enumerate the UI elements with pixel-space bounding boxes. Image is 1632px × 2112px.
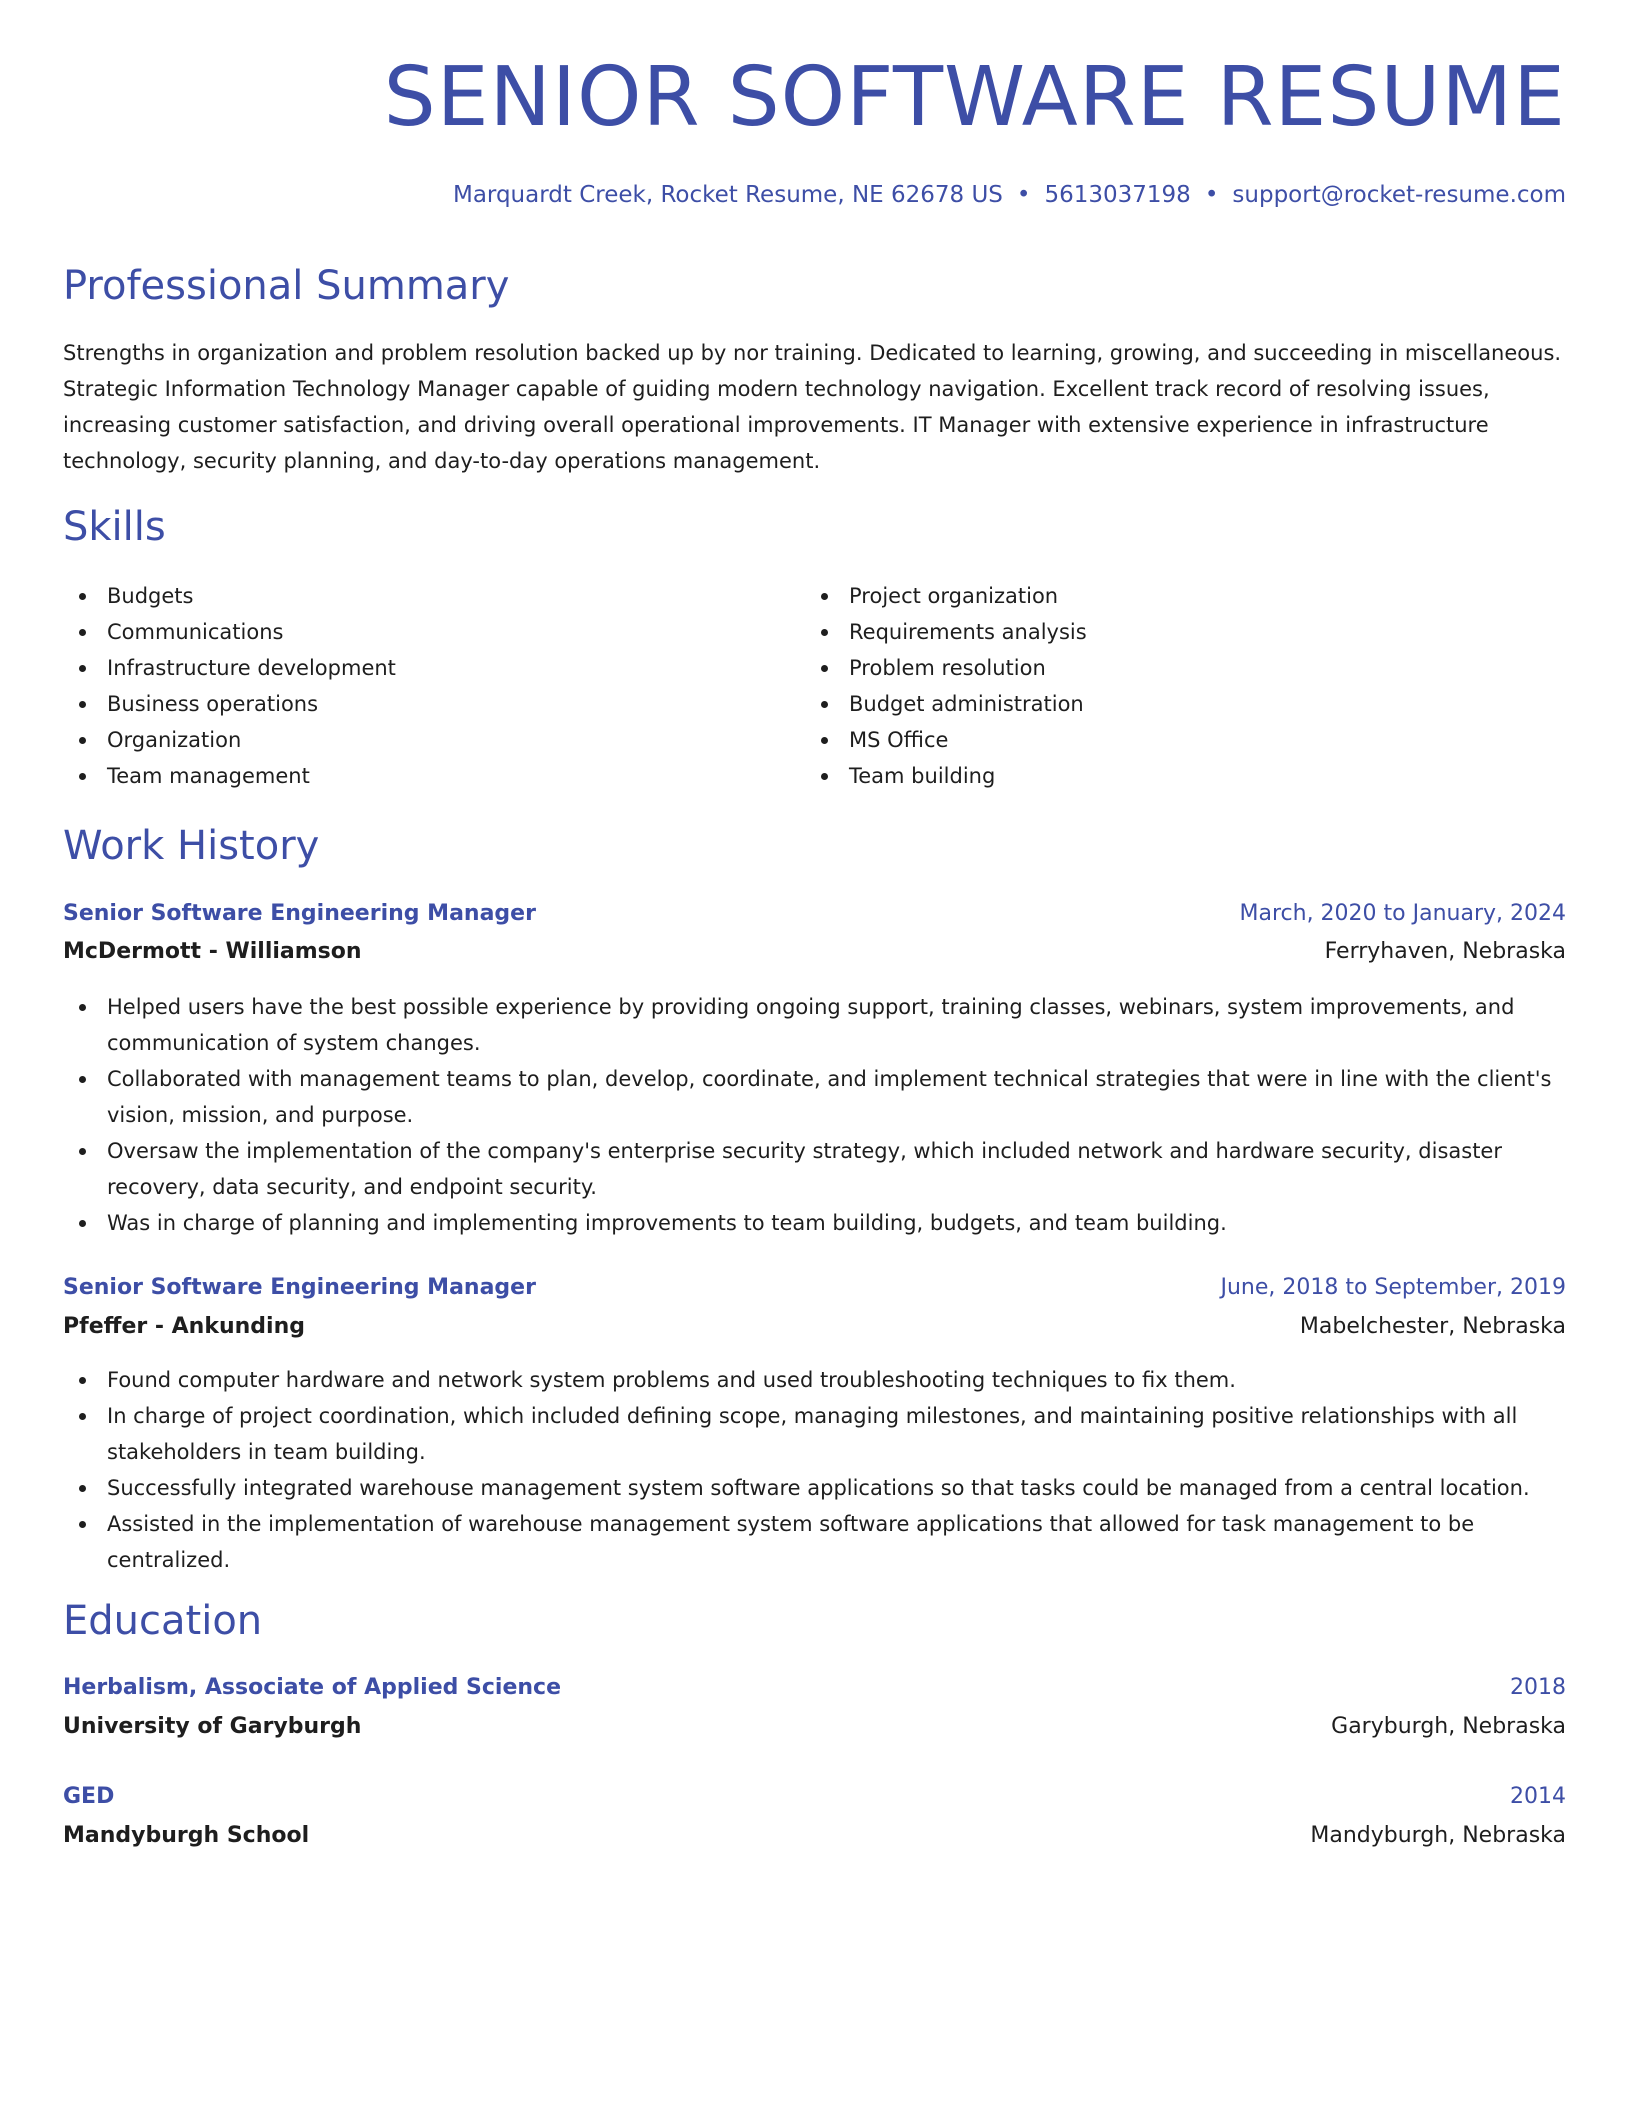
skill-item: Team building <box>805 758 1087 794</box>
skill-item: Business operations <box>63 686 396 722</box>
education-degree: GED <box>63 1784 115 1809</box>
job-header <box>63 898 1566 930</box>
contact-address: Marquardt Creek, Rocket Resume, NE 62678 US <box>452 182 1003 208</box>
skill-item: Organization <box>63 722 396 758</box>
job-bullet: Found computer hardware and network system problems and used troubleshooting techniques to fix them. <box>63 1362 1566 1398</box>
education-header <box>63 1672 1566 1704</box>
education-degree: Herbalism, Associate of Applied Science <box>63 1675 561 1700</box>
skill-item: Team management <box>63 758 396 794</box>
job-company: McDermott - Williamson <box>63 939 362 964</box>
resume-title: SENIOR SOFTWARE RESUME <box>383 50 1566 145</box>
job-header <box>63 1272 1566 1304</box>
contact-separator: • <box>1204 182 1219 208</box>
job-title: Senior Software Engineering Manager <box>63 1275 536 1300</box>
job-bullet: Helped users have the best possible experience by providing ongoing support, training classes, webinars, system improvements, and communication of system changes. <box>63 989 1566 1061</box>
job-bullets <box>63 989 1566 1241</box>
contact-email[interactable]: support@rocket-resume.com <box>1232 182 1566 208</box>
contact-separator: • <box>1016 182 1031 208</box>
education-location: Garyburgh, Nebraska <box>1331 1714 1566 1739</box>
skills-list-left <box>63 578 396 794</box>
skill-item: Requirements analysis <box>805 614 1087 650</box>
education-location: Mandyburgh, Nebraska <box>1310 1823 1566 1848</box>
summary-text: Strengths in organization and problem resolution backed up by nor training. Dedicated to learning, growing, and succeeding in miscellaneous. Strategic Information Technology Manager capable of guiding modern technology navigation. Excellent track record of resolving issues, increasing customer satisfaction, and driving overall operational improvements. IT Manager with extensive experience in infrastructure technology, security planning, and day-to-day operations management. <box>63 341 1562 473</box>
job-bullet: Assisted in the implementation of warehouse management system software applications that allowed for task management to be centralized. <box>63 1506 1566 1578</box>
education-school: University of Garyburgh <box>63 1714 362 1739</box>
education-subheader <box>63 1820 1566 1852</box>
job-title: Senior Software Engineering Manager <box>63 901 536 926</box>
education-year: 2014 <box>1510 1784 1566 1809</box>
job-location: Mabelchester, Nebraska <box>1299 1314 1566 1339</box>
job-bullet: In charge of project coordination, which included defining scope, managing milestones, and maintaining positive relationships with all stakeholders in team building. <box>63 1398 1566 1470</box>
job-dates: March, 2020 to January, 2024 <box>1239 901 1566 926</box>
contact-line <box>453 180 1566 210</box>
job-subheader <box>63 1311 1566 1343</box>
job-bullet: Was in charge of planning and implementing improvements to team building, budgets, and team building. <box>63 1205 1566 1241</box>
skills-heading: Skills <box>63 504 166 550</box>
job-bullets <box>63 1362 1566 1578</box>
skill-item: Project organization <box>805 578 1087 614</box>
education-heading: Education <box>63 1598 263 1644</box>
job-dates: June, 2018 to September, 2019 <box>1220 1275 1566 1300</box>
education-subheader <box>63 1711 1566 1743</box>
skill-item: Infrastructure development <box>63 650 396 686</box>
education-year: 2018 <box>1510 1675 1566 1700</box>
skill-item: Communications <box>63 614 396 650</box>
job-location: Ferryhaven, Nebraska <box>1324 939 1566 964</box>
contact-phone[interactable]: 5613037198 <box>1044 182 1191 208</box>
skill-item: MS Office <box>805 722 1087 758</box>
education-header <box>63 1781 1566 1813</box>
job-subheader <box>63 936 1566 968</box>
job-bullet: Collaborated with management teams to plan, develop, coordinate, and implement technical strategies that were in line with the client's vision, mission, and purpose. <box>63 1061 1566 1133</box>
skill-item: Problem resolution <box>805 650 1087 686</box>
summary-heading: Professional Summary <box>63 263 510 309</box>
job-company: Pfeffer - Ankunding <box>63 1314 305 1339</box>
job-bullet: Oversaw the implementation of the company's enterprise security strategy, which included network and hardware security, disaster recovery, data security, and endpoint security. <box>63 1133 1566 1205</box>
education-school: Mandyburgh School <box>63 1823 310 1848</box>
skill-item: Budget administration <box>805 686 1087 722</box>
job-bullet: Successfully integrated warehouse management system software applications so that tasks could be managed from a central location. <box>63 1470 1566 1506</box>
skills-list-right <box>805 578 1087 794</box>
skill-item: Budgets <box>63 578 396 614</box>
work-history-heading: Work History <box>63 823 320 869</box>
